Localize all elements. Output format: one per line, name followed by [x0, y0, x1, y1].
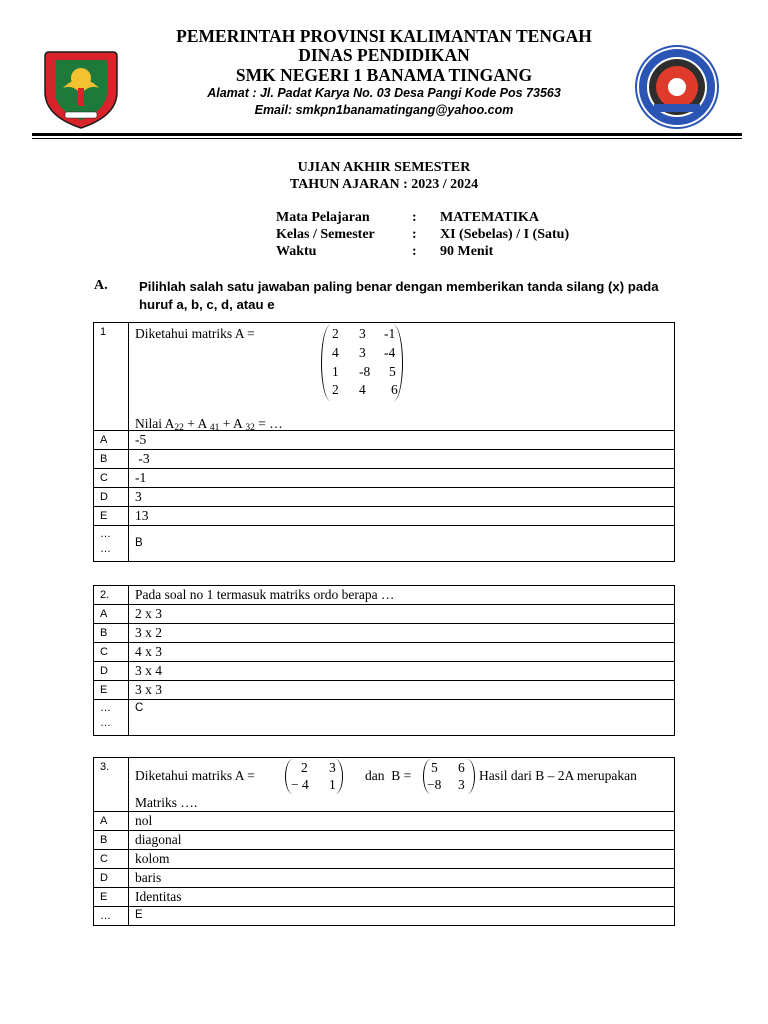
option-text: -1	[129, 469, 675, 488]
option-letter: E	[94, 507, 129, 526]
ask-text: + A	[219, 416, 246, 431]
option-text: 3 x 2	[129, 624, 675, 643]
header-divider	[32, 133, 742, 136]
option-letter: B	[94, 831, 129, 850]
header-divider-thin	[32, 138, 742, 139]
info-label: Mata Pelajaran	[276, 210, 370, 225]
option-row[interactable]	[94, 888, 675, 907]
answer-dots: …	[100, 717, 111, 729]
option-letter: D	[94, 869, 129, 888]
option-text: Identitas	[129, 888, 675, 907]
matrix-cell: -8	[359, 364, 371, 379]
exam-title: UJIAN AKHIR SEMESTER	[297, 160, 471, 175]
answer-value[interactable]: C	[129, 700, 675, 736]
option-text: -3	[129, 450, 675, 469]
info-label: Waktu	[276, 244, 317, 259]
ask-text: = …	[254, 416, 283, 431]
info-value: 90 Menit	[440, 244, 494, 259]
school-address: Alamat : Jl. Padat Karya No. 03 Desa Pangi Kode Pos 73563	[207, 86, 561, 100]
matrix-cell: -4	[384, 345, 396, 360]
question-number: 1	[94, 323, 129, 431]
option-row[interactable]	[94, 869, 675, 888]
question-number: 2.	[94, 586, 129, 605]
answer-row	[94, 907, 675, 926]
option-text: 2 x 3	[129, 605, 675, 624]
government-title: PEMERINTAH PROVINSI KALIMANTAN TENGAH	[176, 26, 592, 46]
matrix-cell: 6	[391, 382, 398, 397]
matrix-cell: 1	[332, 364, 339, 379]
question-2-table	[93, 585, 675, 736]
info-colon: :	[412, 227, 417, 242]
matrix-cell: -1	[384, 326, 396, 341]
option-letter: C	[94, 469, 129, 488]
question-stem	[135, 323, 674, 433]
info-colon: :	[412, 210, 417, 225]
answer-row	[94, 526, 675, 562]
option-text: 3	[129, 488, 675, 507]
school-name: SMK NEGERI 1 BANAMA TINGANG	[235, 65, 533, 85]
option-row[interactable]	[94, 507, 675, 526]
info-value: XI (Sebelas) / I (Satu)	[440, 227, 570, 242]
option-row[interactable]	[94, 831, 675, 850]
answer-label	[94, 526, 129, 562]
option-letter: E	[94, 888, 129, 907]
matrix-cell: −8	[427, 777, 442, 792]
option-letter: A	[94, 431, 129, 450]
answer-label	[94, 700, 129, 736]
matrix-a	[327, 325, 407, 401]
option-text: 4 x 3	[129, 643, 675, 662]
info-colon: :	[412, 244, 417, 259]
department-title: DINAS PENDIDIKAN	[298, 45, 470, 65]
school-email: Email: smkpn1banamatingang@yahoo.com	[254, 103, 514, 117]
option-row[interactable]	[94, 662, 675, 681]
question-number: 3.	[94, 758, 129, 812]
option-row[interactable]	[94, 850, 675, 869]
answer-dots: …	[100, 543, 111, 555]
subscript: 22	[174, 423, 184, 433]
option-row[interactable]	[94, 812, 675, 831]
option-letter: A	[94, 812, 129, 831]
question-stem-cell	[129, 758, 675, 812]
exam-year: TAHUN AJARAN : 2023 / 2024	[289, 177, 479, 192]
school-logo	[634, 44, 720, 130]
subscript: 32	[245, 423, 255, 433]
question-stem-text: Hasil dari B – 2A merupakan	[479, 768, 637, 783]
option-letter: E	[94, 681, 129, 700]
option-letter: A	[94, 605, 129, 624]
option-row[interactable]	[94, 605, 675, 624]
question-stem	[135, 758, 674, 810]
answer-value[interactable]: E	[129, 907, 675, 926]
option-text: diagonal	[129, 831, 675, 850]
question-stem-text: Diketahui matriks A =	[135, 768, 255, 783]
option-letter: C	[94, 643, 129, 662]
question-stem-cell	[129, 323, 675, 431]
answer-label: …	[94, 907, 129, 926]
section-letter: A.	[94, 278, 108, 293]
matrix-a	[289, 759, 341, 794]
matrix-cell: 2	[332, 326, 339, 341]
option-row[interactable]	[94, 450, 675, 469]
option-text: 13	[129, 507, 675, 526]
option-row[interactable]	[94, 681, 675, 700]
question-ask	[135, 415, 283, 437]
option-text: kolom	[129, 850, 675, 869]
info-label: Kelas / Semester	[276, 227, 375, 242]
matrix-cell: 5	[389, 364, 396, 379]
matrix-cell: 2	[332, 382, 339, 397]
question-stem-text: Matriks ….	[135, 795, 198, 810]
matrix-cell: 3	[359, 345, 366, 360]
question-1-table	[93, 322, 675, 562]
question-stem-text: dan B =	[365, 768, 412, 783]
option-row[interactable]	[94, 488, 675, 507]
ask-text: Nilai A	[135, 416, 175, 431]
option-text: 3 x 3	[129, 681, 675, 700]
option-text: 3 x 4	[129, 662, 675, 681]
option-text: -5	[129, 431, 675, 450]
matrix-cell: − 4	[291, 777, 309, 792]
option-text: baris	[129, 869, 675, 888]
answer-dots: …	[100, 702, 111, 714]
answer-value[interactable]: B	[129, 526, 675, 562]
answer-row	[94, 700, 675, 736]
option-row[interactable]	[94, 469, 675, 488]
option-letter: B	[94, 624, 129, 643]
matrix-cell: 3	[359, 326, 366, 341]
question-3-table	[93, 757, 675, 926]
ask-text: + A	[183, 416, 210, 431]
subscript: 41	[209, 423, 220, 433]
matrix-cell: 5	[431, 760, 438, 775]
matrix-cell: 4	[359, 382, 366, 397]
info-value: MATEMATIKA	[440, 210, 540, 225]
option-row[interactable]	[94, 624, 675, 643]
provincial-emblem-logo	[41, 48, 121, 130]
matrix-cell: 1	[329, 777, 336, 792]
matrix-b	[425, 759, 475, 794]
option-letter: D	[94, 662, 129, 681]
option-letter: C	[94, 850, 129, 869]
answer-dots: …	[100, 528, 111, 540]
matrix-cell: 2	[301, 760, 308, 775]
matrix-cell: 4	[332, 345, 339, 360]
section-instruction: Pilihlah salah satu jawaban paling benar dengan memberikan tanda silang (x) pada huruf a, b, c, d, atau e	[139, 279, 659, 312]
option-letter: D	[94, 488, 129, 507]
option-row[interactable]	[94, 643, 675, 662]
matrix-cell: 3	[458, 777, 465, 792]
matrix-cell: 6	[458, 760, 465, 775]
question-stem-text: Diketahui matriks A =	[135, 326, 255, 341]
option-letter: B	[94, 450, 129, 469]
question-stem: Pada soal no 1 termasuk matriks ordo berapa …	[129, 586, 675, 605]
option-text: nol	[129, 812, 675, 831]
matrix-cell: 3	[329, 760, 336, 775]
